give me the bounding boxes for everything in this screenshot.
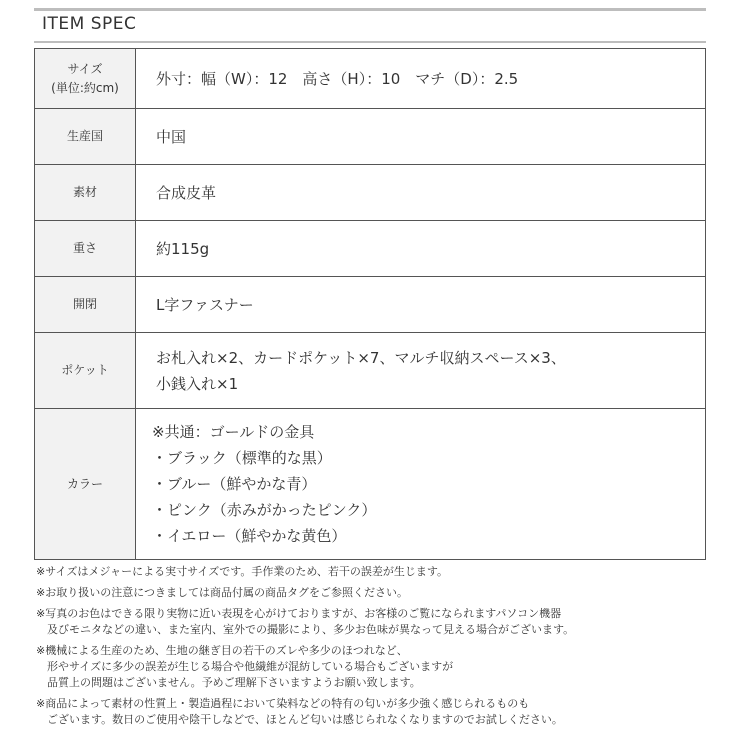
spec-label-size-line1: サイズ	[67, 61, 103, 76]
spec-row-origin	[35, 109, 705, 165]
note-care: ※お取り扱いの注意につきましては商品付属の商品タグをご参照ください。	[36, 586, 408, 599]
spec-value-pocket	[136, 333, 705, 408]
color-option-pink: ・ピンク（赤みがかったピンク）	[152, 501, 377, 519]
color-common-note: ※共通：ゴールドの金具	[152, 423, 315, 441]
spec-label-color: カラー	[35, 409, 136, 559]
spec-value-origin: 中国	[156, 127, 187, 146]
spec-value-pocket-line1: お札入れ×2、カードポケット×7、マルチ収納スペース×3、	[156, 348, 566, 367]
spec-table	[34, 48, 706, 560]
spec-value-weight: 約115g	[156, 239, 210, 258]
spec-value-size: 外寸：幅（W）：12 高さ（H）：10 マチ（D）：2.5	[156, 69, 519, 88]
note-manufacturing: ※機械による生産のため、生地の継ぎ目の若干のズレや多少のほつれなど、 形やサイズに多少の誤差が生じる場合や他繊維が混紡している場合もございますが 品質上の問題はございません。予めご理解下さいますようお願い致します。	[36, 644, 454, 689]
spec-row-pocket	[35, 333, 705, 409]
spec-row-weight	[35, 221, 705, 277]
spec-label-pocket: ポケット	[35, 333, 136, 408]
spec-label-size	[35, 49, 136, 108]
spec-value-closure: L字ファスナー	[156, 295, 254, 314]
spec-value-material: 合成皮革	[156, 183, 217, 202]
section-title: ITEM SPEC	[42, 14, 137, 34]
spec-value-pocket-line2: 小銭入れ×1	[156, 374, 239, 393]
spec-label-origin: 生産国	[35, 109, 136, 164]
color-option-blue: ・ブルー（鮮やかな青）	[152, 475, 317, 493]
spec-value-color	[136, 409, 705, 559]
spec-label-material: 素材	[35, 165, 136, 220]
note-size: ※サイズはメジャーによる実寸サイズです。手作業のため、若干の誤差が生じます。	[36, 565, 449, 578]
spec-row-closure	[35, 277, 705, 333]
title-divider	[34, 41, 706, 43]
note-photo-color: ※写真のお色はできる限り実物に近い表現を心がけておりますが、お客様のご覧になられますパソコン機器 及びモニタなどの違い、また室内、室外での撮影により、多少お色味が異なって見える場合がございます。	[36, 607, 575, 636]
spec-label-size-line2: (単位:約cm)	[51, 80, 119, 95]
spec-label-closure: 開閉	[35, 277, 136, 332]
spec-row-color	[35, 409, 705, 559]
color-option-yellow: ・イエロー（鮮やかな黄色）	[152, 527, 347, 545]
note-odor: ※商品によって素材の性質上・製造過程において染料などの特有の匂いが多少強く感じられるものも ございます。数日のご使用や陰干しなどで、ほとんど匂いは感じられなくなりますのでお試しください。	[36, 697, 563, 726]
color-option-black: ・ブラック（標準的な黒）	[152, 449, 332, 467]
top-divider	[34, 8, 706, 11]
spec-row-material	[35, 165, 705, 221]
notes-section	[36, 564, 716, 728]
spec-row-size	[35, 49, 705, 109]
spec-label-weight: 重さ	[35, 221, 136, 276]
